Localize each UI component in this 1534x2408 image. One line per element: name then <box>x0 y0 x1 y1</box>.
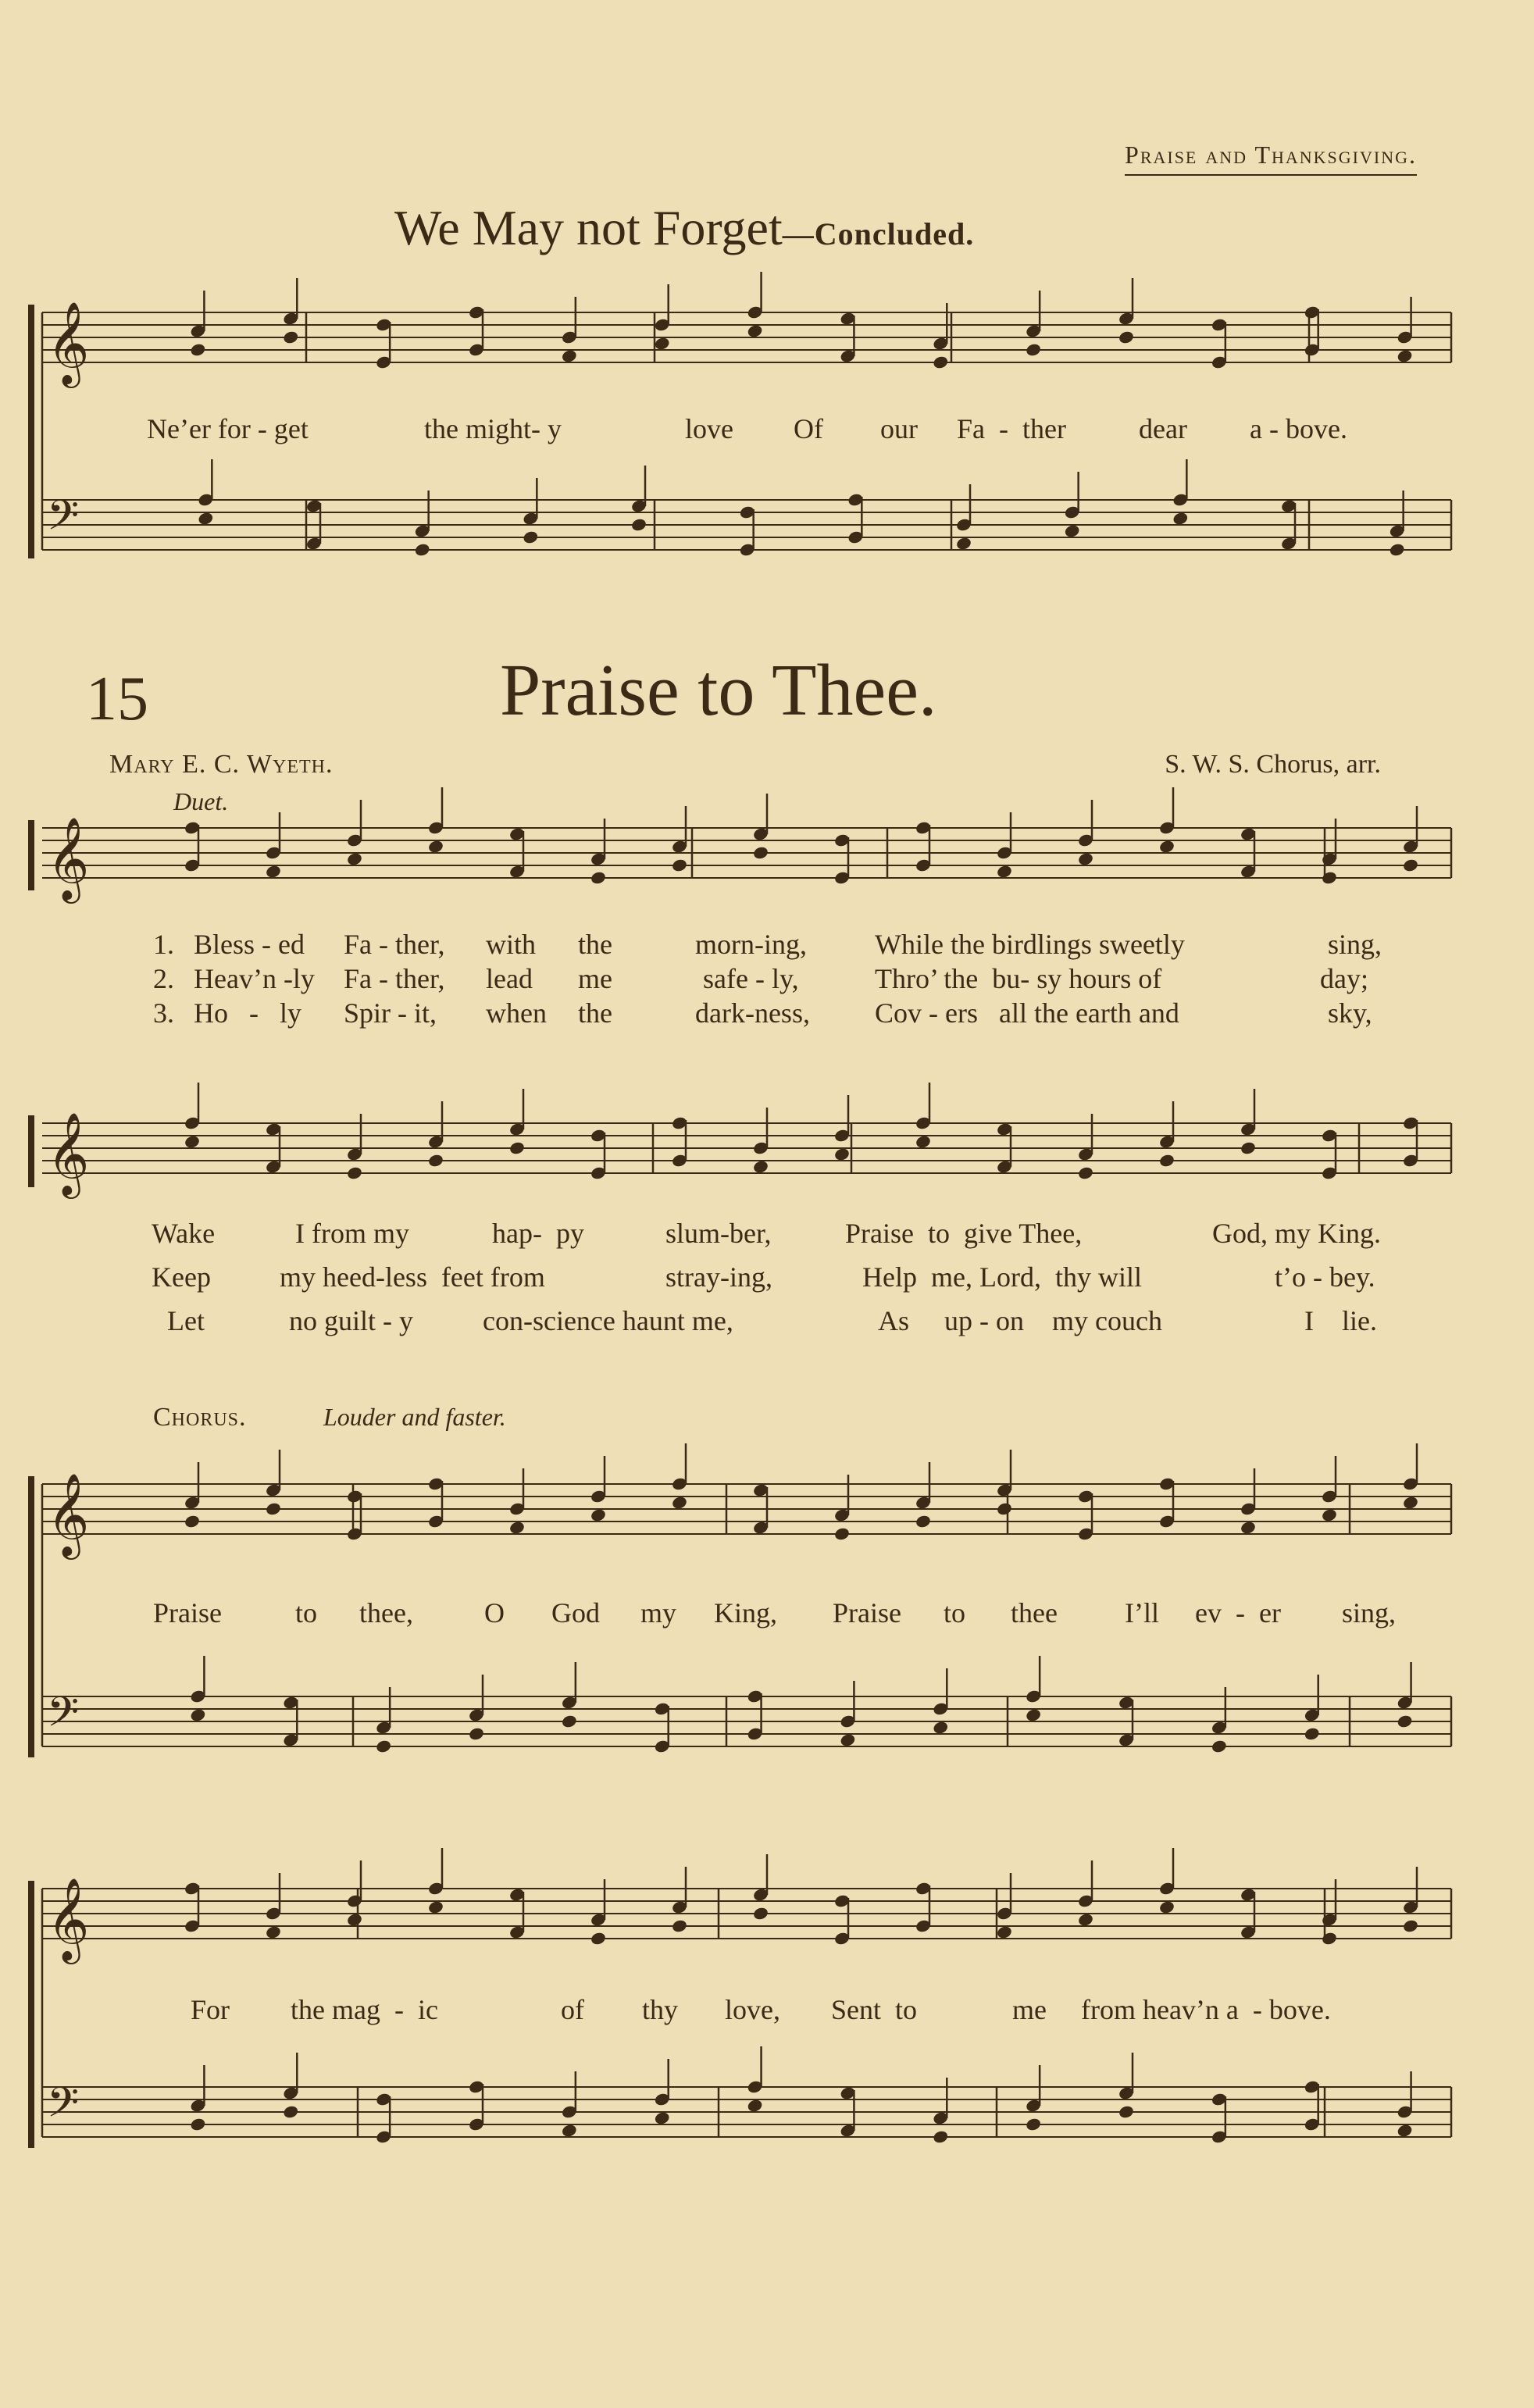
chorus-word: love, <box>725 1994 780 2025</box>
notehead <box>468 1726 485 1741</box>
notehead <box>1158 839 1175 854</box>
notehead <box>427 839 444 854</box>
notehead <box>414 542 431 557</box>
treble-clef-icon: 𝄞 <box>47 1111 90 1195</box>
chorus-word: O <box>484 1597 505 1629</box>
chorus-word: ev - er <box>1195 1597 1281 1629</box>
chorus-word: of <box>561 1994 584 2025</box>
notehead <box>932 2129 949 2144</box>
chorus-word: Sent to <box>831 1994 918 2025</box>
notehead <box>654 2110 671 2125</box>
verse-b-word: Let <box>167 1305 205 1336</box>
notehead <box>1158 1900 1175 1914</box>
notehead <box>1118 330 1135 344</box>
notehead <box>1321 870 1338 885</box>
verse2-word: day; <box>1320 963 1368 994</box>
verse-b-word: con-science haunt me, <box>483 1305 733 1336</box>
notehead <box>1321 1931 1338 1946</box>
composer-credit: S. W. S. Chorus, arr. <box>1165 750 1381 779</box>
notehead <box>590 1931 607 1946</box>
notehead <box>1077 1165 1094 1180</box>
verse-b-word: stray-ing, <box>665 1261 772 1293</box>
notehead <box>1397 2123 1414 2138</box>
verse3-word: sky, <box>1328 997 1372 1029</box>
notehead <box>671 858 688 872</box>
notehead <box>833 1147 851 1161</box>
notehead <box>752 845 769 860</box>
hymn1-lyric-8: a - bove. <box>1250 413 1347 444</box>
verse1-word: with <box>486 929 537 960</box>
verse2-word: Heav’n -ly <box>194 963 315 994</box>
verse-b-word: Praise to give Thee, <box>845 1218 1083 1249</box>
notehead <box>346 1912 363 1927</box>
verse1-word: sing, <box>1328 929 1382 960</box>
verse3-word: the <box>578 997 612 1029</box>
notehead <box>282 330 299 344</box>
notehead <box>265 1925 282 1939</box>
notehead <box>1402 1918 1419 1933</box>
hymn1-title-text: We May not Forget <box>394 200 783 255</box>
verse-b-word: I lie. <box>1304 1305 1377 1336</box>
verse-b-word: I from my <box>295 1218 409 1249</box>
notehead <box>752 1906 769 1921</box>
hymn1-lyric-3: love <box>685 413 733 444</box>
chorus-word: I’ll <box>1125 1597 1159 1629</box>
treble-clef-icon: 𝄞 <box>47 816 90 900</box>
verse2-word: me <box>578 963 612 994</box>
notehead <box>375 1739 392 1753</box>
notehead <box>915 1134 932 1149</box>
verse1-word: Bless - ed <box>194 929 305 960</box>
bass-clef-icon: 𝄢 <box>47 2079 80 2137</box>
chorus-word: sing, <box>1342 1597 1397 1629</box>
notehead <box>1064 523 1081 538</box>
verse3-word: when <box>486 997 547 1029</box>
notehead <box>671 1495 688 1510</box>
notehead <box>747 323 764 338</box>
hymn2-title: Praise to Thee. <box>500 650 937 731</box>
notehead <box>590 870 607 885</box>
notehead <box>1402 1495 1419 1510</box>
notehead <box>1397 1714 1414 1728</box>
verse-b-word: my heed-less feet from <box>280 1261 545 1293</box>
chorus-word: thy <box>642 1994 679 2025</box>
verse1-num: 1. <box>153 929 174 960</box>
verse-b-word: no guilt - y <box>289 1305 413 1336</box>
notehead <box>190 342 207 357</box>
hymn1-lyric-7: dear <box>1139 413 1187 444</box>
notehead <box>955 536 972 551</box>
verse3-word: Cov - ers all the earth and <box>875 997 1179 1029</box>
notehead <box>1077 851 1094 866</box>
chorus-marking: Louder and faster. <box>323 1403 506 1431</box>
notehead <box>1118 2104 1135 2119</box>
notehead <box>840 1732 857 1747</box>
notehead <box>561 2123 578 2138</box>
notehead <box>561 348 578 363</box>
notehead <box>346 851 363 866</box>
chorus-word: For <box>191 1994 230 2025</box>
notehead <box>184 1514 201 1529</box>
verse3-word: Ho - ly <box>194 997 301 1029</box>
verse-b-word: t’o - bey. <box>1275 1261 1375 1293</box>
notehead <box>1025 2117 1042 2132</box>
chorus-word: thee <box>1011 1597 1058 1629</box>
notehead <box>996 1925 1013 1939</box>
verse2-num: 2. <box>153 963 174 994</box>
author-credit: Mary E. C. Wyeth. <box>109 750 334 779</box>
notehead <box>184 1134 201 1149</box>
bass-clef-icon: 𝄢 <box>47 492 80 550</box>
notehead <box>1397 348 1414 363</box>
notehead <box>508 1140 526 1155</box>
chorus-word: God <box>551 1597 600 1629</box>
chorus-word: my <box>640 1597 677 1629</box>
chorus-word: Praise <box>833 1597 901 1629</box>
hymn1-title-suffix: —Concluded. <box>782 216 975 252</box>
notehead <box>508 1520 526 1535</box>
notehead <box>1240 1140 1257 1155</box>
verse2-word: Fa - ther, <box>344 963 445 994</box>
verse-b-word: As up - on my couch <box>878 1305 1162 1336</box>
verse2-word: Thro’ the bu- sy hours of <box>875 963 1162 994</box>
hymn1-lyric-5: our <box>880 413 918 444</box>
notehead <box>1025 1707 1042 1722</box>
verse2-word: safe - ly, <box>703 963 799 994</box>
chorus-word: from heav’n a - bove. <box>1081 1994 1331 2025</box>
verse-b-word: Wake <box>152 1218 216 1249</box>
notehead <box>1240 1520 1257 1535</box>
notehead <box>522 530 539 544</box>
chorus-label: Chorus. <box>153 1403 247 1432</box>
notehead <box>1304 1726 1321 1741</box>
notehead <box>1389 542 1406 557</box>
verse1-word: Fa - ther, <box>344 929 445 960</box>
hymn1-lyric-4: Of <box>794 413 823 444</box>
treble-clef-icon: 𝄞 <box>47 301 90 384</box>
notehead <box>265 864 282 879</box>
verse1-word: While the birdlings sweetly <box>875 929 1185 960</box>
hymn1-lyric-6: Fa - ther <box>957 413 1066 444</box>
verse3-word: dark-ness, <box>695 997 810 1029</box>
notehead <box>197 511 214 526</box>
notehead <box>427 1900 444 1914</box>
notehead <box>561 1714 578 1728</box>
chorus-word: King, <box>714 1597 777 1629</box>
verse-b-word: slum-ber, <box>665 1218 772 1249</box>
chorus-word: me <box>1012 1994 1047 2025</box>
verse1-word: the <box>578 929 612 960</box>
notehead <box>932 1720 949 1735</box>
chorus-word: to <box>944 1597 966 1629</box>
notehead <box>1211 1739 1228 1753</box>
notehead <box>630 517 647 532</box>
verse3-num: 3. <box>153 997 174 1029</box>
running-head: Praise and Thanksgiving. <box>1125 141 1417 176</box>
verse-b-word: Keep <box>152 1261 211 1293</box>
chorus-word: thee, <box>359 1597 413 1629</box>
notehead <box>996 864 1013 879</box>
bass-clef-icon: 𝄢 <box>47 1689 80 1746</box>
notehead <box>752 1159 769 1174</box>
notehead <box>427 1153 444 1168</box>
notehead <box>1321 1507 1338 1522</box>
notehead <box>346 1165 363 1180</box>
notehead <box>996 1501 1013 1516</box>
notehead <box>265 1501 282 1516</box>
notehead <box>671 1918 688 1933</box>
treble-clef-icon: 𝄞 <box>47 1877 90 1960</box>
notehead <box>747 2098 764 2113</box>
verse-b-word: God, my King. <box>1212 1218 1381 1249</box>
hymn1-lyric-2: the might- y <box>424 413 562 444</box>
hymn-number: 15 <box>86 665 148 733</box>
notehead <box>932 355 949 369</box>
notehead <box>190 1707 207 1722</box>
notehead <box>1158 1153 1175 1168</box>
treble-clef-icon: 𝄞 <box>47 1472 90 1556</box>
notehead <box>190 2117 207 2132</box>
notehead <box>915 1514 932 1529</box>
verse-b-word: Help me, Lord, thy will <box>862 1261 1142 1293</box>
verse1-word: morn-ing, <box>695 929 807 960</box>
verse3-word: Spir - it, <box>344 997 437 1029</box>
notehead <box>1077 1912 1094 1927</box>
notehead <box>282 2104 299 2119</box>
notehead <box>833 1526 851 1541</box>
chorus-word: to <box>295 1597 318 1629</box>
notehead <box>1172 511 1189 526</box>
chorus-word: Praise <box>153 1597 222 1629</box>
verse2-word: lead <box>486 963 533 994</box>
verse-b-word: hap- py <box>492 1218 584 1249</box>
notehead <box>654 336 671 351</box>
notehead <box>1025 342 1042 357</box>
hymn1-lyric-1: Ne’er for - get <box>147 413 309 444</box>
notehead <box>1402 858 1419 872</box>
chorus-word: the mag - ic <box>291 1994 438 2025</box>
notehead <box>590 1507 607 1522</box>
duet-marking: Duet. <box>173 787 229 815</box>
